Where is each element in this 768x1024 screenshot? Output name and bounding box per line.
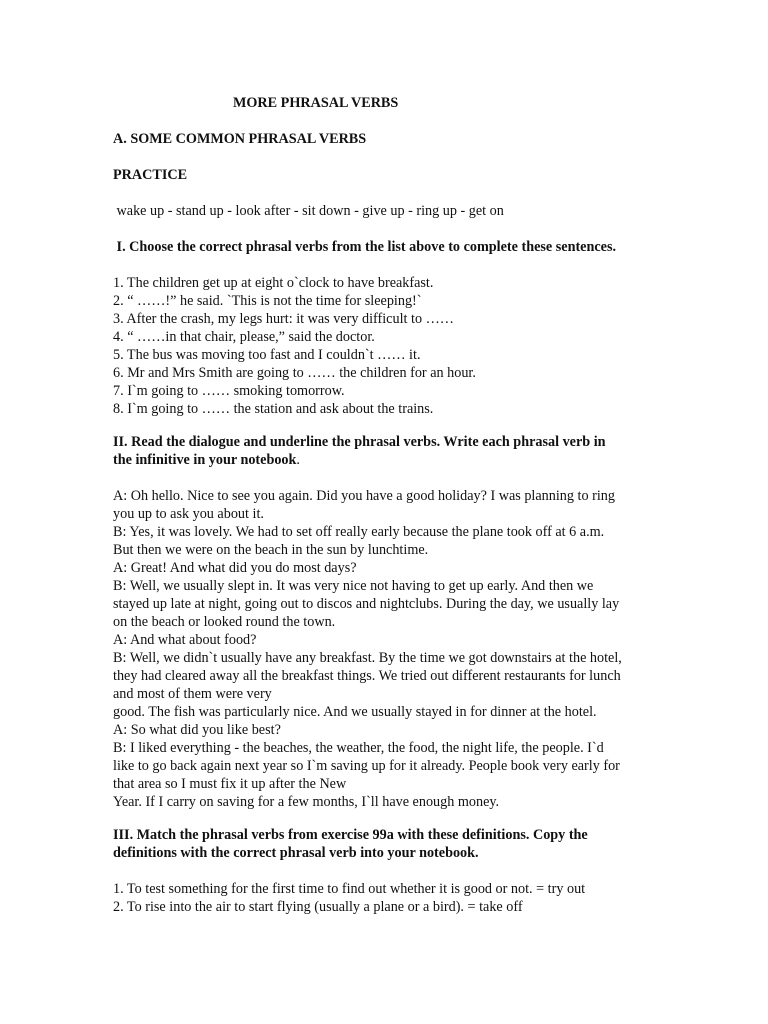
dialogue-line: stayed up late at night, going out to discos and nightclubs. During the day, we usually lay [113, 596, 620, 612]
phrasal-verb-list: wake up - stand up - look after - sit down - give up - ring up - get on [113, 203, 504, 219]
dialogue-line: B: Well, we usually slept in. It was very nice not having to get up early. And then we [113, 578, 594, 594]
exercise-2-heading-period: . [296, 452, 300, 468]
document-title: MORE PHRASAL VERBS [233, 95, 399, 111]
exercise-1-item: 2. “ ……!” he said. `This is not the time for sleeping!` [113, 293, 422, 309]
dialogue-line: A: So what did you like best? [113, 722, 281, 738]
exercise-3-heading-line: definitions with the correct phrasal verb into your notebook. [113, 845, 479, 861]
exercise-1-item: 6. Mr and Mrs Smith are going to …… the children for an hour. [113, 365, 476, 381]
dialogue-line: A: And what about food? [113, 632, 257, 648]
exercise-1-item: 8. I`m going to …… the station and ask about the trains. [113, 401, 434, 417]
section-a-heading: A. SOME COMMON PHRASAL VERBS [113, 131, 367, 147]
exercise-3-item: 2. To rise into the air to start flying (usually a plane or a bird). = take off [113, 899, 523, 915]
dialogue-line: on the beach or looked round the town. [113, 614, 336, 630]
exercise-2-heading-line: II. Read the dialogue and underline the phrasal verbs. Write each phrasal verb in [113, 434, 606, 450]
dialogue-line: B: Yes, it was lovely. We had to set off really early because the plane took off at 6 a.m. [113, 524, 605, 540]
dialogue-line: Year. If I carry on saving for a few months, I`ll have enough money. [113, 794, 500, 810]
dialogue-line: that area so I must fix it up after the New [113, 776, 347, 792]
dialogue-line: A: Oh hello. Nice to see you again. Did you have a good holiday? I was planning to ring [113, 488, 615, 504]
dialogue-line: B: I liked everything - the beaches, the weather, the food, the night life, the people. I`d [113, 740, 604, 756]
exercise-1-item: 3. After the crash, my legs hurt: it was very difficult to …… [113, 311, 454, 327]
exercise-1-item: 5. The bus was moving too fast and I couldn`t …… it. [113, 347, 421, 363]
exercise-2-heading-line [113, 451, 300, 469]
dialogue-line: you up to ask you about it. [113, 506, 264, 522]
exercise-1-item: 7. I`m going to …… smoking tomorrow. [113, 383, 345, 399]
exercise-1-heading: I. Choose the correct phrasal verbs from the list above to complete these sentences. [113, 239, 617, 255]
dialogue-line: But then we were on the beach in the sun by lunchtime. [113, 542, 429, 558]
exercise-3-item: 1. To test something for the first time to find out whether it is good or not. = try out [113, 881, 586, 897]
practice-heading: PRACTICE [113, 167, 188, 183]
dialogue-line: good. The fish was particularly nice. And we usually stayed in for dinner at the hotel. [113, 704, 597, 720]
dialogue-line: and most of them were very [113, 686, 272, 702]
exercise-1-item: 1. The children get up at eight o`clock to have breakfast. [113, 275, 434, 291]
exercise-1-item: 4. “ ……in that chair, please,” said the doctor. [113, 329, 375, 345]
exercise-2-heading-text: the infinitive in your notebook [113, 452, 297, 468]
dialogue-line: A: Great! And what did you do most days? [113, 560, 357, 576]
dialogue-line: they had cleared away all the breakfast things. We tried out different restaurants for lunch [113, 668, 621, 684]
dialogue-line: like to go back again next year so I`m saving up for it already. People book very early for [113, 758, 620, 774]
exercise-3-heading-line: III. Match the phrasal verbs from exercise 99a with these definitions. Copy the [113, 827, 588, 843]
dialogue-line: B: Well, we didn`t usually have any breakfast. By the time we got downstairs at the hotel, [113, 650, 622, 666]
